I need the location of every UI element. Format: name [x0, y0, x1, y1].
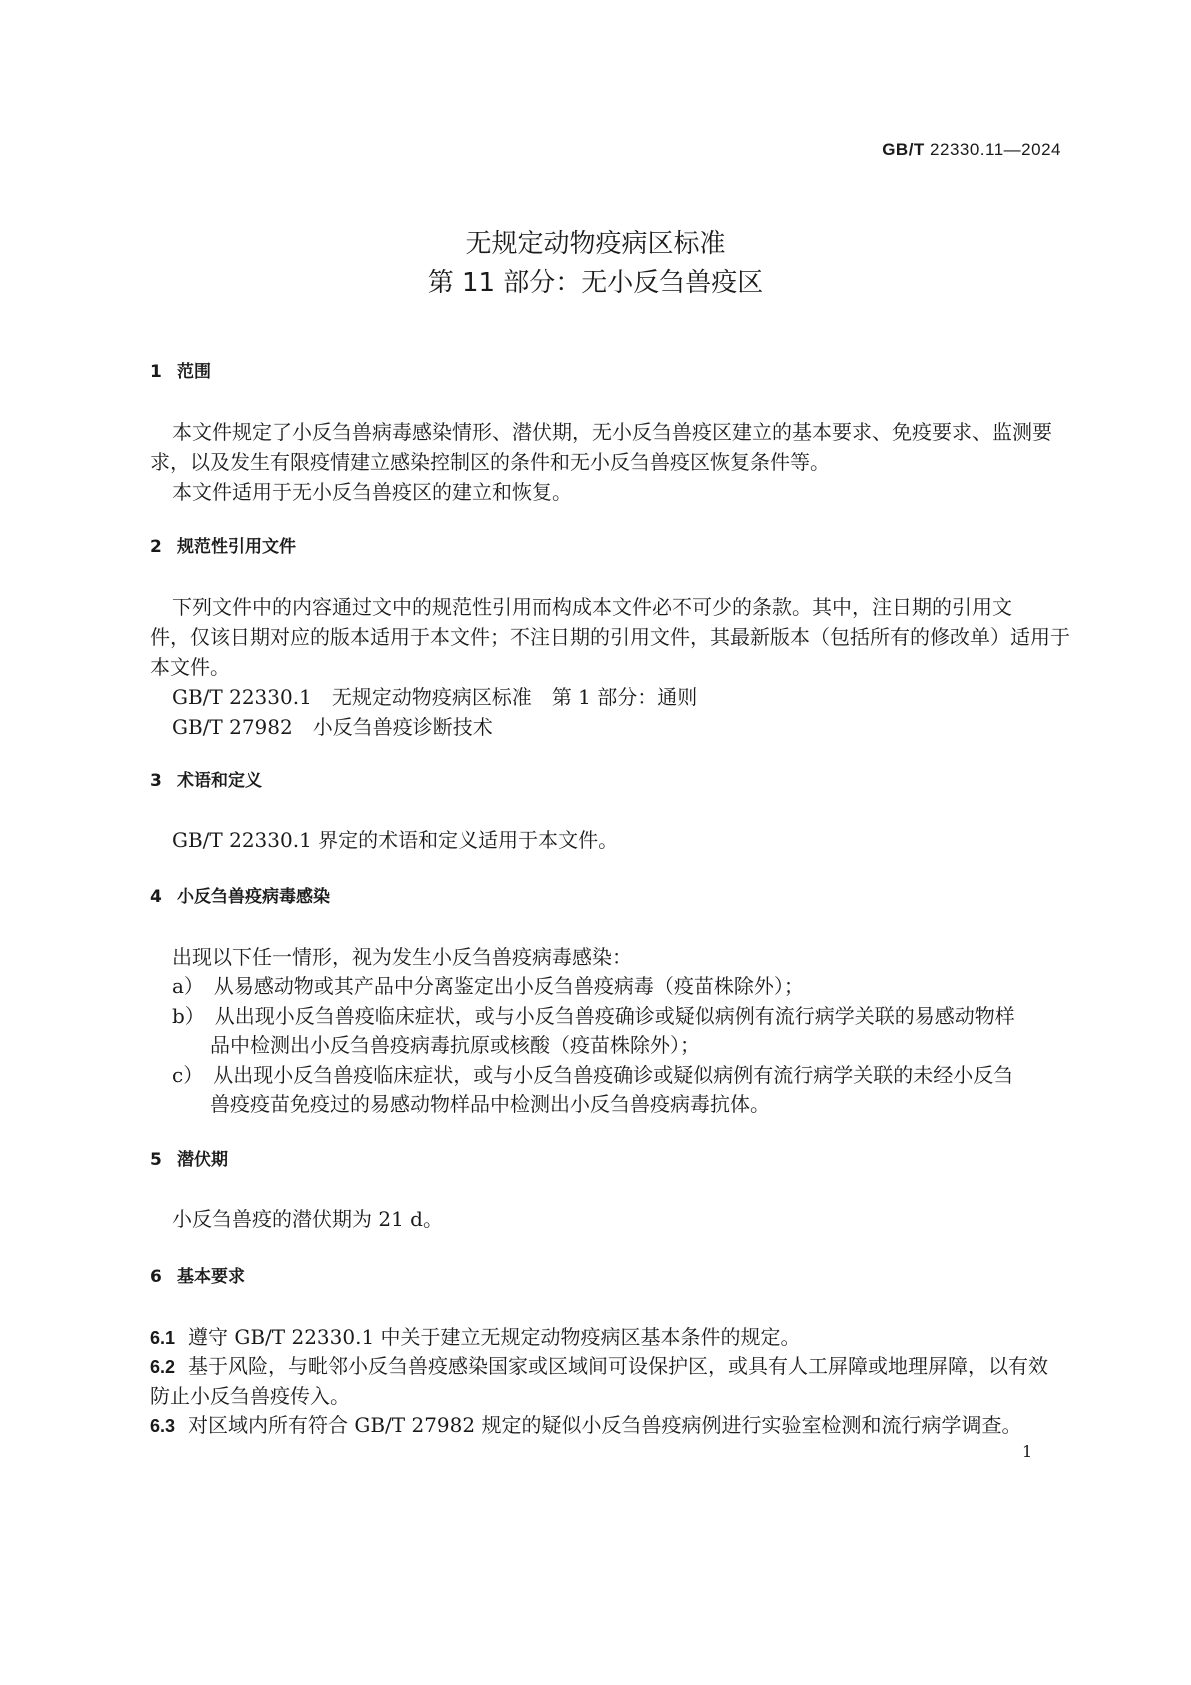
- list-item: c） 从出现小反刍兽疫临床症状，或与小反刍兽疫确诊或疑似病例有流行病学关联的未经小反刍: [172, 1063, 1014, 1087]
- section-number: 5: [150, 1150, 162, 1170]
- paragraph-line: 出现以下任一情形，视为发生小反刍兽疫病毒感染：: [172, 945, 632, 969]
- section-heading: [150, 536, 296, 558]
- paragraph-line: 下列文件中的内容通过文中的规范性引用而构成本文件必不可少的条款。其中，注日期的引用文: [172, 595, 1012, 619]
- clause-6-3: [150, 1413, 1021, 1438]
- list-item-continuation: 品中检测出小反刍兽疫病毒抗原或核酸（疫苗株除外）；: [210, 1033, 700, 1057]
- clause-text: 基于风险，与毗邻小反刍兽疫感染国家或区域间可设保护区，或具有人工屏障或地理屏障，以有效: [188, 1354, 1048, 1378]
- paragraph-line: 求，以及发生有限疫情建立感染控制区的条件和无小反刍兽疫区恢复条件等。: [150, 450, 830, 474]
- clause-continuation: 防止小反刍兽疫传入。: [150, 1384, 350, 1408]
- section-heading: [150, 361, 211, 383]
- section-title: 小反刍兽疫病毒感染: [177, 887, 330, 907]
- standard-number-header: [882, 140, 1061, 160]
- clause-6-1: [150, 1325, 801, 1350]
- section-number: 6: [150, 1267, 162, 1287]
- list-item: b） 从出现小反刍兽疫临床症状，或与小反刍兽疫确诊或疑似病例有流行病学关联的易感动物样: [172, 1004, 1015, 1028]
- section-heading: [150, 1149, 228, 1171]
- section-title: 规范性引用文件: [177, 537, 296, 557]
- std-number: 22330.11—2024: [930, 140, 1061, 159]
- section-number: 2: [150, 537, 162, 557]
- document-subtitle: 第 11 部分：无小反刍兽疫区: [427, 268, 764, 298]
- paragraph-line: 本文件适用于无小反刍兽疫区的建立和恢复。: [172, 480, 572, 504]
- clause-number: 6.3: [150, 1416, 176, 1436]
- paragraph-line: 件，仅该日期对应的版本适用于本文件；不注日期的引用文件，其最新版本（包括所有的修改单）适用于: [150, 625, 1070, 649]
- reference-item: GB/T 22330.1 无规定动物疫病区标准 第 1 部分：通则: [172, 685, 698, 709]
- clause-6-2: [150, 1354, 1048, 1379]
- section-number: 1: [150, 362, 162, 382]
- section-heading: [150, 770, 262, 792]
- reference-item: GB/T 27982 小反刍兽疫诊断技术: [172, 715, 493, 739]
- paragraph-line: 小反刍兽疫的潜伏期为 21 d。: [172, 1207, 443, 1231]
- section-number: 4: [150, 887, 162, 907]
- page-number: 1: [1022, 1442, 1033, 1461]
- section-number: 3: [150, 771, 162, 791]
- document-title: 无规定动物疫病区标准: [465, 229, 726, 259]
- list-item-continuation: 兽疫疫苗免疫过的易感动物样品中检测出小反刍兽疫病毒抗体。: [210, 1092, 770, 1116]
- clause-text: 遵守 GB/T 22330.1 中关于建立无规定动物疫病区基本条件的规定。: [188, 1325, 801, 1349]
- clause-number: 6.1: [150, 1328, 176, 1348]
- section-heading: [150, 1266, 245, 1288]
- clause-text: 对区域内所有符合 GB/T 27982 规定的疑似小反刍兽疫病例进行实验室检测和流行病学调查。: [188, 1413, 1022, 1437]
- std-prefix: GB/T: [882, 140, 925, 159]
- section-heading: [150, 886, 330, 908]
- section-title: 术语和定义: [177, 771, 262, 791]
- paragraph-line: 本文件规定了小反刍兽病毒感染情形、潜伏期，无小反刍兽疫区建立的基本要求、免疫要求、监测要: [172, 420, 1052, 444]
- section-title: 潜伏期: [177, 1150, 228, 1170]
- section-title: 范围: [177, 362, 211, 382]
- list-item: a） 从易感动物或其产品中分离鉴定出小反刍兽疫病毒（疫苗株除外）；: [172, 974, 804, 998]
- clause-number: 6.2: [150, 1357, 176, 1377]
- paragraph-line: GB/T 22330.1 界定的术语和定义适用于本文件。: [172, 828, 619, 852]
- paragraph-line: 本文件。: [150, 655, 230, 679]
- section-title: 基本要求: [177, 1267, 245, 1287]
